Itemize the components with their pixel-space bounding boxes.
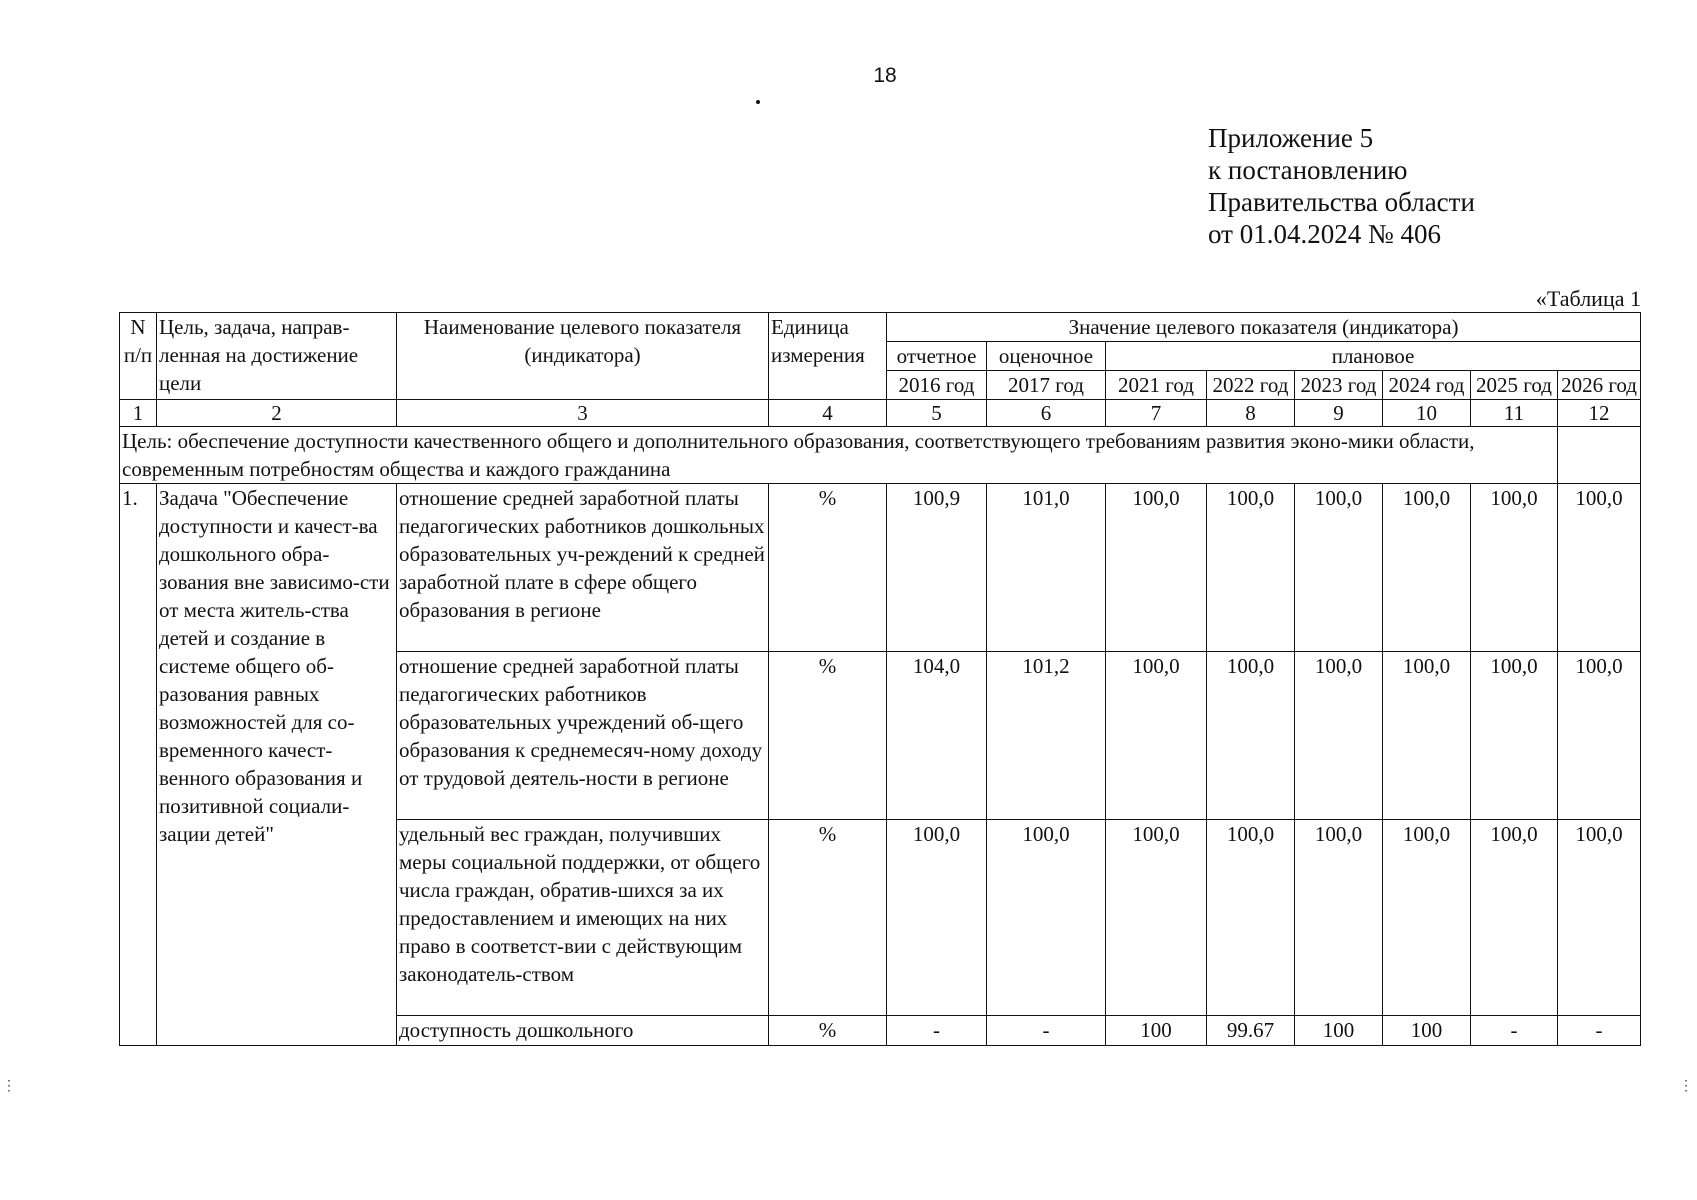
goal-row xyxy=(120,427,1641,484)
col-number: 10 xyxy=(1383,400,1471,427)
value-cell: - xyxy=(1558,1016,1641,1046)
value-cell: - xyxy=(1471,1016,1558,1046)
value-cell: 100,0 xyxy=(1207,484,1295,652)
value-cell: 100,0 xyxy=(1383,484,1471,652)
value-cell: 100,0 xyxy=(1383,652,1471,820)
indicator-name: удельный вес граждан, получивших меры социальной поддержки, от общего числа граждан, обратив-шихся за их предоставлением и имеющих на них право в соответст-вии с действующим законодатель-ством xyxy=(397,820,769,1016)
indicator-name: отношение средней заработной платы педагогических работников дошкольных образовательных уч-реждений к средней заработной плате в сфере общего образования в регионе xyxy=(397,484,769,652)
indicator-name: отношение средней заработной платы педагогических работников образовательных учреждений об-щего образования к среднемесяч-ному доходу от трудовой деятель-ности в регионе xyxy=(397,652,769,820)
task-number: 1. xyxy=(120,484,157,1046)
header-year: 2017 год xyxy=(987,371,1106,400)
header-unit: Единица измерения xyxy=(769,313,887,400)
col-number: 4 xyxy=(769,400,887,427)
task-text: Задача "Обеспечение доступности и качест-ва дошкольного обра-зования вне зависимо-сти от места житель-ства детей и создание в системе общего об-разования равных возможностей для со-временного качест-венного образования и позитивной социали-зации детей" xyxy=(157,484,397,1046)
column-number-row xyxy=(120,400,1641,427)
value-cell: - xyxy=(987,1016,1106,1046)
col-number: 2 xyxy=(157,400,397,427)
header-year: 2025 год xyxy=(1471,371,1558,400)
header-estimated: оценочное xyxy=(987,342,1106,371)
value-cell: 100,0 xyxy=(1106,820,1207,1016)
header-row-1 xyxy=(120,313,1641,342)
appendix-line-3: Правительства области xyxy=(1208,187,1475,217)
indicator-unit: % xyxy=(769,1016,887,1046)
indicator-name: доступность дошкольного xyxy=(397,1016,769,1046)
value-cell: 104,0 xyxy=(887,652,987,820)
value-cell: 100 xyxy=(1295,1016,1383,1046)
value-cell: 100,9 xyxy=(887,484,987,652)
col-number: 5 xyxy=(887,400,987,427)
goal-text: Цель: обеспечение доступности качественного общего и дополнительного образования, соответствующего требованиям развития эконо-мики области, современным потребностям общества и каждого гражданина xyxy=(120,427,1558,484)
value-cell: 100,0 xyxy=(1471,820,1558,1016)
value-cell: 100 xyxy=(1106,1016,1207,1046)
col-number: 11 xyxy=(1471,400,1558,427)
value-cell: 100,0 xyxy=(1106,484,1207,652)
value-cell: 100,0 xyxy=(1207,652,1295,820)
page-number: 18 xyxy=(873,64,897,87)
value-cell: 100 xyxy=(1383,1016,1471,1046)
goal-empty-cell xyxy=(1558,427,1641,484)
header-year: 2021 год xyxy=(1106,371,1207,400)
indicator-table xyxy=(119,312,1641,1046)
header-indicator: Наименование целевого показателя (индикатора) xyxy=(397,313,769,400)
col-number: 7 xyxy=(1106,400,1207,427)
header-value: Значение целевого показателя (индикатора) xyxy=(887,313,1641,342)
col-number: 6 xyxy=(987,400,1106,427)
value-cell: - xyxy=(887,1016,987,1046)
header-reported: отчетное xyxy=(887,342,987,371)
header-planned: плановое xyxy=(1106,342,1641,371)
left-edge-mark: ⋮ xyxy=(2,1079,16,1094)
col-number: 1 xyxy=(120,400,157,427)
header-year: 2023 год xyxy=(1295,371,1383,400)
value-cell: 100,0 xyxy=(1558,484,1641,652)
indicator-unit: % xyxy=(769,652,887,820)
col-number: 3 xyxy=(397,400,769,427)
value-cell: 100,0 xyxy=(987,820,1106,1016)
table-row xyxy=(120,484,1641,652)
indicator-unit: % xyxy=(769,820,887,1016)
indicator-unit: % xyxy=(769,484,887,652)
value-cell: 99.67 xyxy=(1207,1016,1295,1046)
value-cell: 100,0 xyxy=(1295,652,1383,820)
value-cell: 101,2 xyxy=(987,652,1106,820)
appendix-line-2: к постановлению xyxy=(1208,155,1408,185)
value-cell: 100,0 xyxy=(1471,484,1558,652)
value-cell: 100,0 xyxy=(1558,820,1641,1016)
value-cell: 100,0 xyxy=(887,820,987,1016)
stray-dot xyxy=(756,100,760,104)
right-edge-mark: ⋮ xyxy=(1679,1079,1693,1094)
value-cell: 100,0 xyxy=(1295,484,1383,652)
appendix-line-4: от 01.04.2024 № 406 xyxy=(1208,219,1441,249)
value-cell: 100,0 xyxy=(1558,652,1641,820)
value-cell: 100,0 xyxy=(1106,652,1207,820)
value-cell: 100,0 xyxy=(1207,820,1295,1016)
header-year: 2026 год xyxy=(1558,371,1641,400)
value-cell: 100,0 xyxy=(1471,652,1558,820)
header-num: N п/п xyxy=(120,313,157,400)
header-year: 2024 год xyxy=(1383,371,1471,400)
value-cell: 100,0 xyxy=(1295,820,1383,1016)
header-year: 2022 год xyxy=(1207,371,1295,400)
appendix-line-1: Приложение 5 xyxy=(1208,123,1374,153)
value-cell: 100,0 xyxy=(1383,820,1471,1016)
col-number: 9 xyxy=(1295,400,1383,427)
appendix-block xyxy=(1208,122,1475,250)
table-caption: «Таблица 1 xyxy=(1535,286,1641,311)
header-year: 2016 год xyxy=(887,371,987,400)
col-number: 12 xyxy=(1558,400,1641,427)
value-cell: 101,0 xyxy=(987,484,1106,652)
header-goal: Цель, задача, направ-ленная на достижение цели xyxy=(157,313,397,400)
col-number: 8 xyxy=(1207,400,1295,427)
